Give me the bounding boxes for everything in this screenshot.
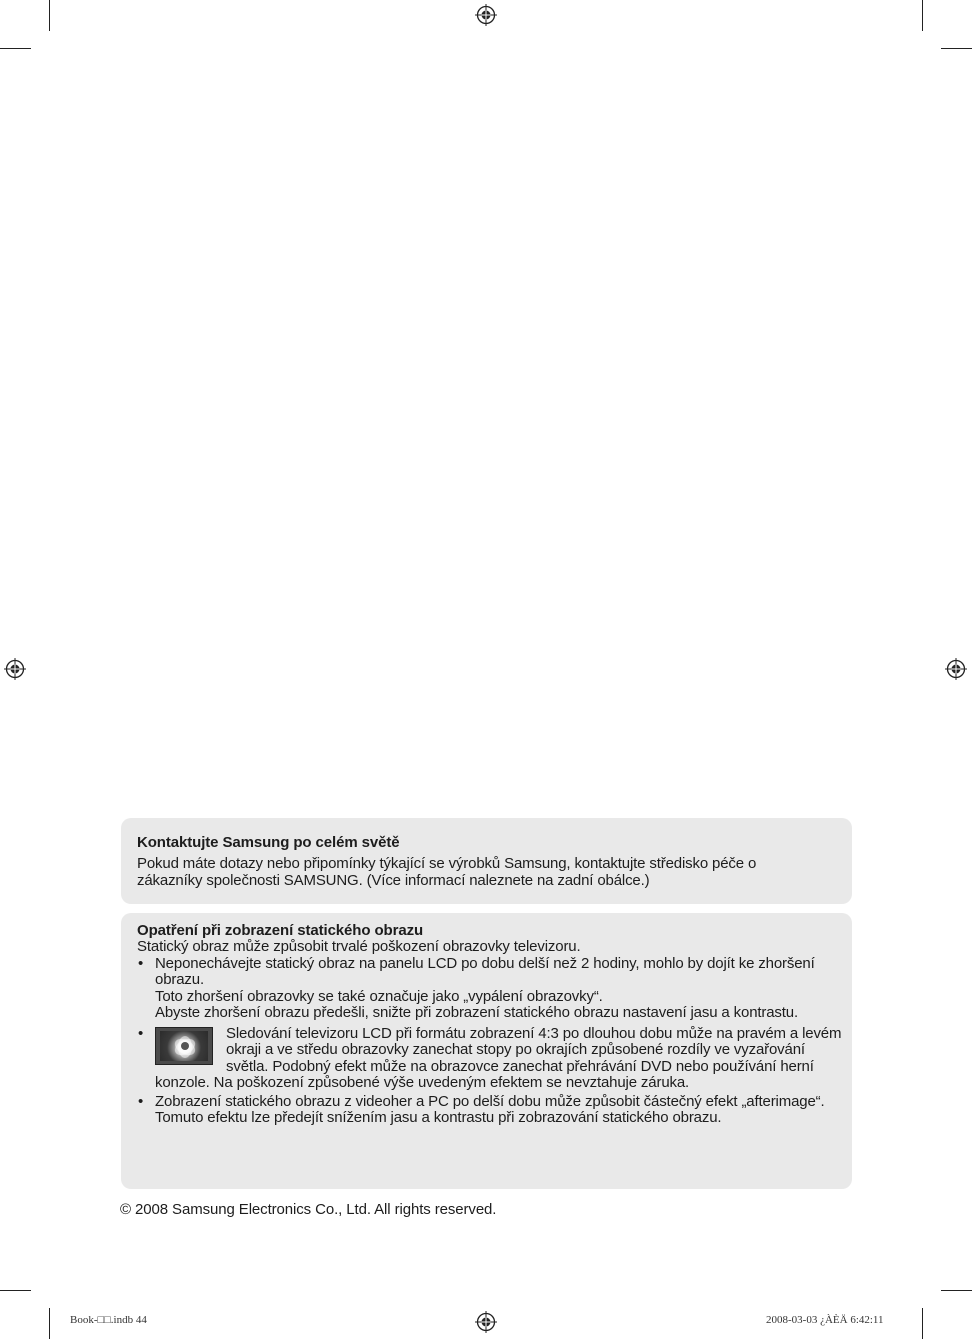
contact-text	[137, 856, 836, 889]
crop-mark	[0, 48, 31, 49]
crop-mark	[0, 1290, 31, 1291]
copyright-notice: © 2008 Samsung Electronics Co., Ltd. All rights reserved.	[120, 1201, 497, 1218]
crop-mark	[941, 48, 972, 49]
contact-text-line: Pokud máte dotazy nebo připomínky týkající se výrobků Samsung, kontaktujte středisko péče o	[137, 855, 757, 872]
crop-mark	[922, 1308, 923, 1339]
footer-timestamp: 2008-03-03 ¿ÀÈÄ 6:42:11	[766, 1314, 884, 1326]
contact-text-line: zákazníky společnosti SAMSUNG. (Více informací naleznete na zadní obálce.)	[137, 871, 650, 889]
tv-flower-icon	[155, 1027, 213, 1065]
list-item	[137, 1026, 844, 1092]
list-item	[137, 1094, 844, 1127]
registration-mark-icon	[475, 4, 497, 26]
bullet-text: Toto zhoršení obrazovky se také označuje jako „vypálení obrazovky“.	[155, 987, 603, 1005]
contact-info-box	[121, 818, 852, 904]
bullet-text: Tomuto efektu lze předejít snížením jasu a kontrastu při zobrazování statického obrazu.	[155, 1109, 722, 1126]
bullet-text: • Sledování televizoru LCD při formátu zobrazení 4:3 po dlouhou dobu může na pravém a levém okraji a ve středu obrazovky zanechat stopy po okrajích způsobené rozdíly ve vyzařování světla. Podobný efekt může na obrazovce zanechat přehrávání DVD nebo používání herní konzole. Na poškození způsobené výše uvedeným efektem se nevztahuje záruka.	[155, 1024, 842, 1091]
crop-mark	[49, 0, 50, 31]
contact-heading: Kontaktujte Samsung po celém světě	[137, 834, 400, 851]
crop-mark	[49, 1308, 50, 1339]
static-intro: Statický obraz může způsobit trvalé poškození obrazovky televizoru.	[137, 938, 581, 955]
static-image-warning-box	[121, 913, 852, 1189]
crop-mark	[941, 1290, 972, 1291]
bullet-text: Abyste zhoršení obrazu předešli, snižte při zobrazení statického obrazu nastavení jasu a kontrastu.	[155, 1004, 799, 1021]
bullet-text: • Zobrazení statického obrazu z videoher a PC po delší dobu může způsobit částečný efekt „afterimage“.	[155, 1092, 825, 1110]
registration-mark-icon	[475, 1311, 497, 1333]
crop-mark	[922, 0, 923, 31]
bullet-text: • Neponechávejte statický obraz na panelu LCD po dobu delší než 2 hodiny, mohlo by dojít ke zhoršení obrazu.	[155, 954, 815, 988]
registration-mark-icon	[945, 658, 967, 680]
footer-file-info: Book-□□.indb 44	[70, 1314, 147, 1326]
registration-mark-icon	[4, 658, 26, 680]
list-item	[137, 956, 844, 1022]
static-heading: Opatření při zobrazení statického obrazu	[137, 922, 424, 939]
